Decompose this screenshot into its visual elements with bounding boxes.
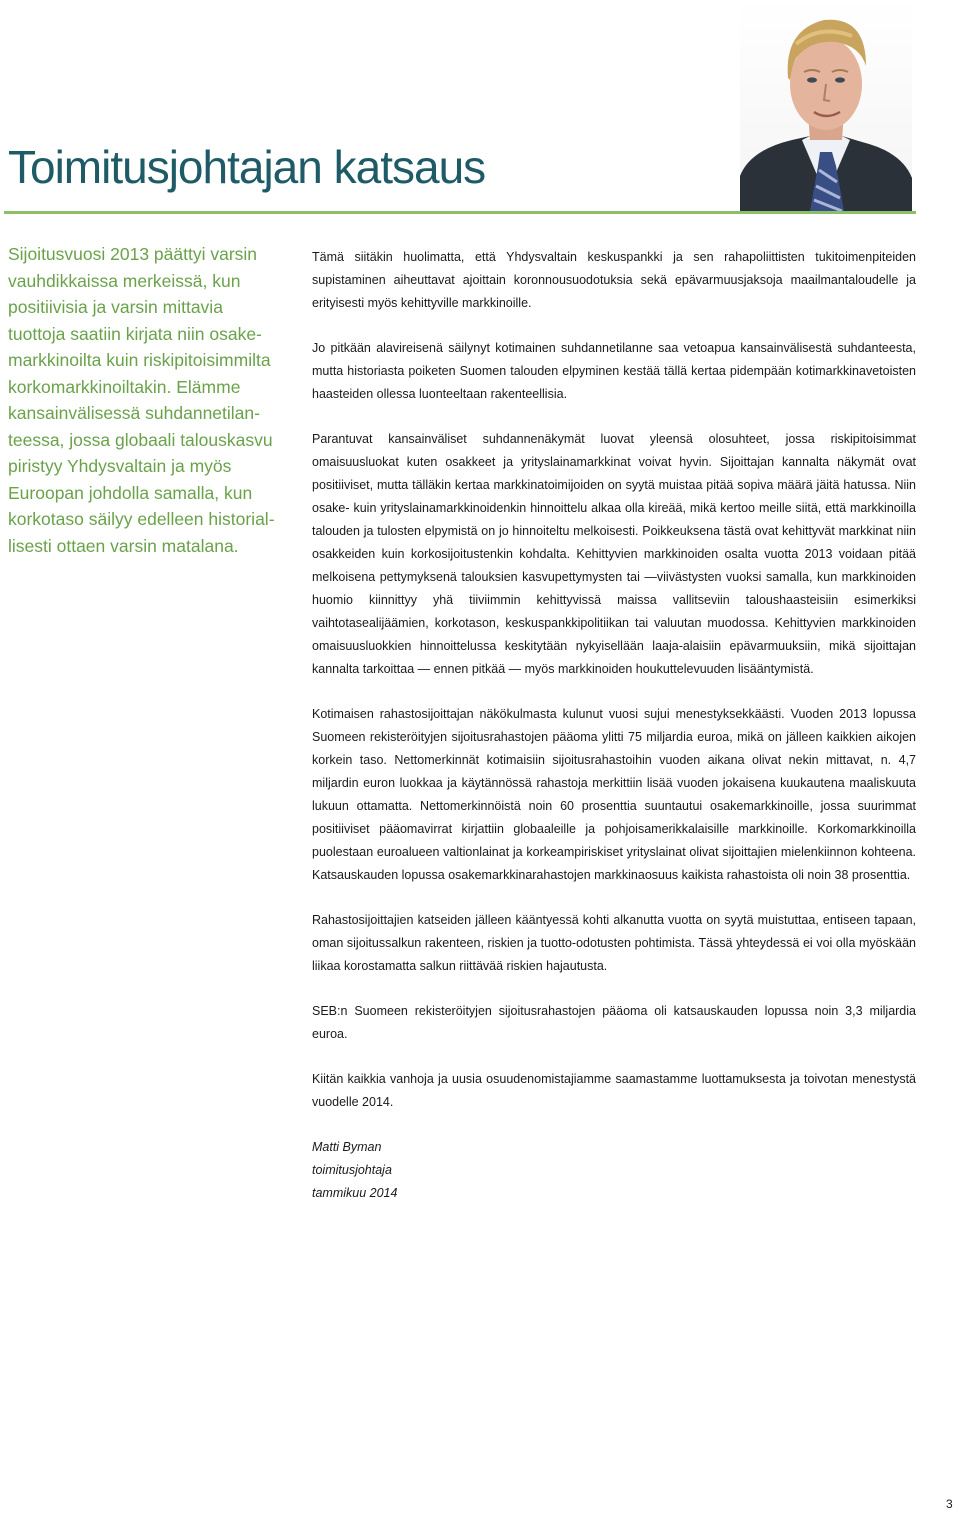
intro-line: Sijoitusvuosi 2013 päättyi varsin — [8, 244, 258, 264]
body-paragraph: Kotimaisen rahastosijoittajan näkökulmasta kulunut vuosi sujui menestyksekkäästi. Vuoden 2013 lopussa Suomeen rekisteröityjen sijoitusrahastojen pääoma ylitti 75 miljardia euroa, mikä on jälleen kaikkien aikojen korkein taso. Nettomerkinnät kotimaisiin sijoitusrahastoihin vuoden aikana olivat nekin mittavat, n. 4,7 miljardin euron luokkaa ja käytännössä rahastoja merkittiin lisää vuoden jokaisena kuukautena maaliskuuta lukuun ottamatta. Nettomerkinnöistä noin 60 prosenttia suuntautui osakemarkkinoille, jossa suurimmat positiiviset pääomavirrat kirjattiin globaaleille ja pohjoisamerikkalaisille markkinoille. Korkomarkkinoilla puolestaan euroalueen valtionlainat ja korkeampiriskiset yrityslainat olivat sijoittajien mielenkiinnon kohteena. Katsauskauden lopussa osakemarkkinarahastojen markkinaosuus kaikista rahastoista oli noin 38 prosenttia. — [312, 707, 916, 882]
intro-line: Euroopan johdolla samalla, kun — [8, 482, 253, 503]
signature-date: tammikuu 2014 — [312, 1186, 398, 1200]
body-paragraph: SEB:n Suomeen rekisteröityjen sijoitusrahastojen pääoma oli katsauskauden lopussa noin 3,3 miljardia euroa. — [312, 1004, 916, 1041]
body-paragraph: Kiitän kaikkia vanhoja ja uusia osuudenomistajiamme saamastamme luottamuksesta ja toivotan menestystä vuodelle 2014. — [312, 1072, 916, 1109]
intro-line: markkinoilta kuin riskipitoisimmilta — [8, 350, 271, 370]
body-paragraph: Tämä siitäkin huolimatta, että Yhdysvaltain keskuspankki ja sen rahapoliittisten tukitoimenpiteiden supistaminen aiheuttavat ajoittain koronnousuodotuksia sekä epävarmuusjaksoja maailmantaloudelle ja erityisesti myös kehittyville markkinoille. — [312, 250, 916, 310]
signature-role: toimitusjohtaja — [312, 1163, 392, 1177]
intro-line: piristyy Yhdysvaltain ja myös — [8, 456, 232, 476]
intro-line: kansainvälisessä suhdannetilan- — [8, 403, 260, 423]
intro-line: korkomarkkinoiltakin. Elämme — [8, 376, 241, 397]
page-number: 3 — [946, 1497, 953, 1511]
page-title: Toimitusjohtajan katsaus — [8, 141, 486, 193]
body-paragraph: Parantuvat kansainväliset suhdannenäkymät luovat yleensä olosuhteet, jossa riskipitoisimmat omaisuusluokat kuten osakkeet ja yrityslainamarkkinat voivat hyvin. Sijoittajan kannalta näkymät ovat positiiviset, mutta tälläkin kertaa markkinatoimijoiden on syytä muistaa pitää sopiva määrä jäitä hatussa. Niin osake- kuin yrityslainamarkkinoidenkin hinnoittelu alkaa olla kireää, mikä kertoo meille siitä, että markkinoilla talouden ja tulosten elpymistä on jo hinnoiteltu melkoisesti. Poikkeuksena tästä ovat kehittyvät markkinat niin osakkeiden kuin korkosijoitustenkin kohdalta. Kehittyvien markkinoiden osalta vuotta 2013 voidaan pitää melkoisena pettymyksenä talouksien kasvupettymysten tai —viivästysten vuoksi samalla, kun markkinoiden huomio kiinnittyy yhä tiiviimmin kehittyvissä maissa vallitseviin taloushaasteisiin esimerkiksi vaihtotasealijäämien, korkotason, keskuspankkipolitiikan tai valuutan muodossa. Kehittyvien markkinoiden omaisuusluokkien hinnoittelussa keskitytään nykyisellään laaja-alaisiin epävarmuuksiin, mikä sijoittajan kannalta tarkoittaa — ennen pitkää — myös markkinoiden houkuttelevuuden lisääntymistä. — [312, 432, 916, 676]
intro-line: vauhdikkaissa merkeissä, kun — [8, 270, 241, 291]
signature-block — [312, 1136, 916, 1205]
intro-line: teessa, jossa globaali talouskasvu — [8, 429, 273, 450]
body-text-column — [312, 246, 916, 1205]
signature-name: Matti Byman — [312, 1140, 382, 1154]
intro-summary — [8, 241, 280, 559]
intro-line: tuottoja saatiin kirjata niin osake- — [8, 323, 262, 344]
body-paragraph: Rahastosijoittajien katseiden jälleen kääntyessä kohti alkanutta vuotta on syytä muistuttaa, entiseen tapaan, oman sijoitussalkun rakenteen, riskien ja tuotto-odotusten pohtimista. Tässä yhteydessä ei voi olla myöskään liikaa korostamatta salkun riittävää riskien hajautusta. — [312, 913, 916, 973]
intro-line: positiivisia ja varsin mittavia — [8, 297, 223, 317]
body-paragraph: Jo pitkään alavireisenä säilynyt kotimainen suhdannetilanne saa vetoapua kansainvälisestä suhdanteesta, mutta historiasta poiketen Suomen talouden elpyminen kestää tällä kertaa pidempään kotimarkkinavetoisten haasteiden ollessa luonteeltaan rakenteellisia. — [312, 341, 916, 401]
intro-line: korkotaso säilyy edelleen historial- — [8, 509, 275, 529]
ceo-portrait-photo — [740, 0, 912, 211]
intro-line: lisesti ottaen varsin matalana. — [8, 535, 239, 556]
title-divider-line — [4, 211, 916, 214]
